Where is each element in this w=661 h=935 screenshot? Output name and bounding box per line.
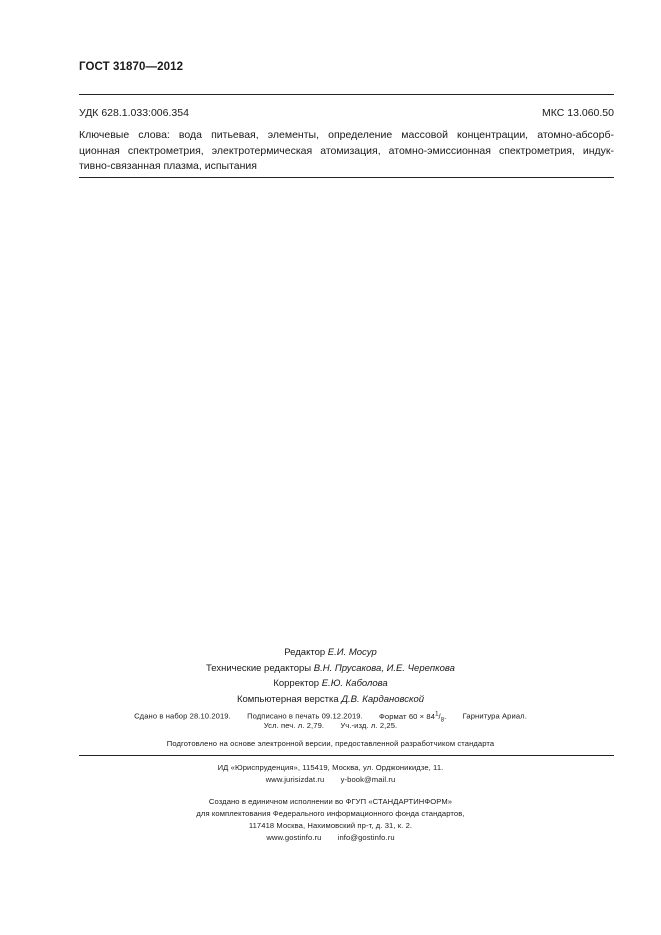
udk-code: УДК 628.1.033:006.354 bbox=[79, 107, 189, 119]
prepared-note: Подготовлено на основе электронной версии, предоставленной разработчиком стандарта bbox=[166, 739, 495, 748]
producer-web-link[interactable]: www.gostinfo.ru bbox=[266, 833, 322, 842]
keywords-paragraph bbox=[79, 128, 614, 175]
keywords-line: Ключевые слова: вода питьевая, элементы, определение массовой концентрации, атомно-абсорб- bbox=[79, 129, 614, 141]
publisher-email-link[interactable]: y-book@mail.ru bbox=[340, 775, 396, 784]
producer-line-1: Создано в единичном исполнении во ФГУП «СТАНДАРТИНФОРМ» bbox=[208, 797, 453, 806]
format-denominator: 8 bbox=[440, 717, 445, 724]
editor-label: Редактор bbox=[284, 647, 326, 658]
format-numerator: 1 bbox=[435, 711, 439, 717]
corrector-label: Корректор bbox=[273, 678, 320, 689]
corrector-line bbox=[0, 676, 661, 692]
tech-editors-line bbox=[0, 661, 661, 677]
tech-editors-label: Технические редакторы bbox=[206, 662, 312, 674]
publisher-contacts bbox=[0, 774, 661, 786]
imprint-line-2 bbox=[0, 720, 661, 732]
top-divider bbox=[79, 94, 614, 95]
typeface: Гарнитура Ариал. bbox=[462, 711, 527, 721]
print-sheets: Усл. печ. л. 2,79. bbox=[263, 721, 325, 730]
editor-line bbox=[0, 645, 661, 661]
publisher-web-link[interactable]: www.jurisizdat.ru bbox=[265, 775, 325, 784]
editor-name: Е.И. Мосур bbox=[327, 647, 377, 658]
signed-date: Подписано в печать 09.12.2019. bbox=[247, 711, 363, 721]
corrector-name: Е.Ю. Каболова bbox=[321, 678, 388, 689]
layout-line bbox=[0, 692, 661, 708]
credits-block bbox=[0, 645, 661, 707]
format: Формат $60 \times 84^1/_8$. bbox=[379, 711, 447, 724]
producer-contacts bbox=[0, 832, 661, 844]
imprint-line-1 bbox=[0, 708, 661, 724]
keywords-divider bbox=[79, 177, 614, 178]
format-prefix: Формат 60 × 84 bbox=[379, 711, 436, 721]
publisher-block bbox=[0, 762, 661, 786]
publisher-address: ИД «Юриспруденция», 115419, Москва, ул. Орджоникидзе, 11. bbox=[217, 763, 444, 772]
standard-code: ГОСТ 31870—2012 bbox=[79, 61, 184, 73]
layout-label: Компьютерная верстка bbox=[236, 693, 339, 705]
mks-code: МКС 13.060.50 bbox=[542, 107, 614, 119]
imprint-block bbox=[0, 708, 661, 750]
tech-editors-names: В.Н. Прусакова, И.Е. Черепкова bbox=[313, 662, 455, 674]
producer-block bbox=[0, 796, 661, 844]
keywords-line: тивно-связанная плазма, испытания bbox=[79, 160, 257, 172]
keywords-line: ционная спектрометрия, электротермическая атомизация, атомно-эмиссионная спектрометрия, индук- bbox=[79, 144, 614, 157]
producer-email-link[interactable]: info@gostinfo.ru bbox=[337, 833, 395, 842]
producer-line-3: 117418 Москва, Нахимовский пр-т, д. 31, к. 2. bbox=[248, 821, 413, 830]
publisher-sheets: Уч.-изд. л. 2,25. bbox=[340, 721, 398, 730]
imprint-divider bbox=[79, 755, 614, 756]
sent-date: Сдано в набор 28.10.2019. bbox=[134, 711, 231, 721]
layout-name: Д.В. Кардановской bbox=[341, 693, 425, 705]
producer-line-2: для комплектования Федерального информационного фонда стандартов, bbox=[196, 809, 465, 818]
